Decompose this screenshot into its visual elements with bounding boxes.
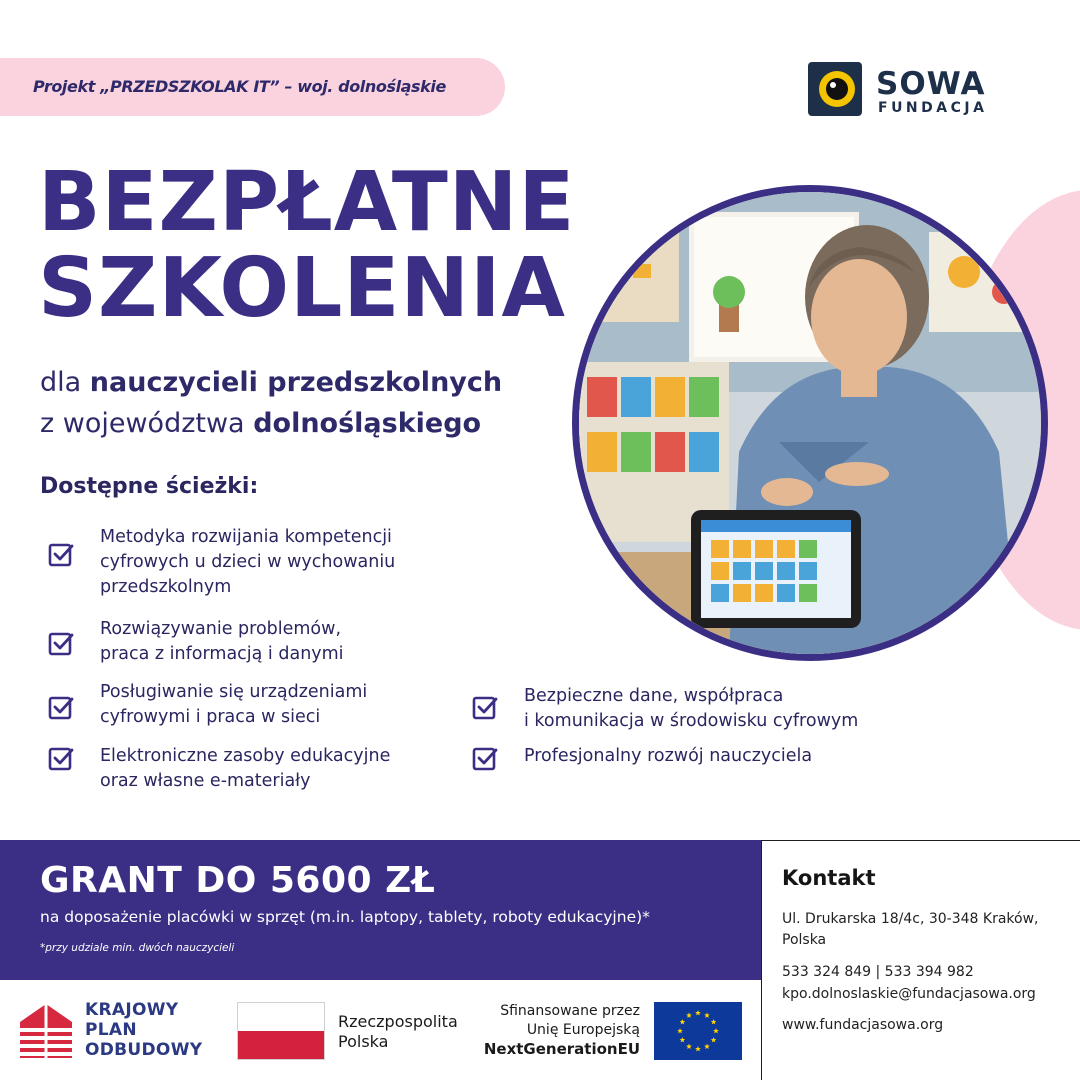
project-banner-text: Projekt „PRZEDSZKOLAK IT” – woj. dolnośląskie [33,77,446,96]
eu-funding-text [468,1002,640,1059]
eu-line: Unię Europejską [526,1022,640,1038]
path-line: cyfrowymi i praca w sieci [100,707,321,727]
logo-name: SOWA [876,66,986,102]
path-line: przedszkolnym [100,577,232,597]
contact-address-line-2: Polska [782,932,827,948]
subline-1-prefix: dla [40,367,90,398]
checkbox-checked-icon [48,631,74,657]
eu-flag-icon [654,1002,742,1060]
subline-2-prefix: z województwa [40,408,254,439]
contact-email-link[interactable]: kpo.dolnoslaskie@fundacjasowa.org [782,986,1036,1002]
contact-phones[interactable]: 533 324 849 | 533 394 982 [782,964,974,980]
path-line: i komunikacja w środowisku cyfrowym [524,711,859,731]
headline-line-2: SZKOLENIA [38,241,566,336]
subline-2-bold: dolnośląskiego [253,408,482,439]
path-text [100,744,390,794]
checkbox-checked-icon [472,695,498,721]
rp-logo-text [338,1012,458,1052]
kpo-line: KRAJOWY [85,1000,179,1020]
grant-footnote: *przy udziale min. dwóch nauczycieli [40,942,235,954]
teacher-photo [572,185,1048,661]
contact-address-line-1: Ul. Drukarska 18/4c, 30-348 Kraków, [782,911,1039,927]
rp-line: Rzeczpospolita [338,1012,458,1031]
path-text [524,744,812,769]
path-line: praca z informacją i danymi [100,644,344,664]
path-text [100,680,367,730]
path-line: oraz własne e-materiały [100,771,311,791]
path-text [100,617,344,667]
contact-box [761,840,1080,1080]
headline-line-1: BEZPŁATNE [38,155,576,250]
teacher-with-tablet-illustration [579,192,1041,654]
checkbox-checked-icon [48,542,74,568]
path-text [524,684,858,734]
kpo-logo-text [85,1000,202,1060]
contact-website-link[interactable]: www.fundacjasowa.org [782,1017,944,1033]
path-line: Metodyka rozwijania kompetencji [100,527,392,547]
grant-title: GRANT DO 5600 ZŁ [40,860,436,901]
polish-flag-icon [237,1002,325,1060]
path-text [100,525,395,600]
eu-line: NextGenerationEU [483,1040,640,1058]
path-line: Rozwiązywanie problemów, [100,619,342,639]
funding-logos [0,980,762,1080]
subline-1-bold: nauczycieli przedszkolnych [89,367,503,398]
checkbox-checked-icon [48,695,74,721]
page-title [38,155,576,336]
kpo-line: PLAN [85,1020,137,1040]
path-line: Profesjonalny rozwój nauczyciela [524,746,813,766]
kpo-line: ODBUDOWY [85,1040,203,1060]
grant-banner [0,840,762,980]
paths-heading: Dostępne ścieżki: [40,474,259,499]
sowa-logo [808,62,988,118]
audience-subtitle [40,362,502,444]
contact-title: Kontakt [782,866,876,890]
kpo-logo-icon [18,1002,74,1060]
eu-line: Sfinansowane przez [500,1003,640,1019]
path-line: Posługiwanie się urządzeniami [100,682,368,702]
path-line: Elektroniczne zasoby edukacyjne [100,746,391,766]
grant-description: na doposażenie placówki w sprzęt (m.in. laptopy, tablety, roboty edukacyjne)* [40,908,650,926]
project-banner [0,58,505,116]
path-line: cyfrowych u dzieci w wychowaniu [100,552,396,572]
checkbox-checked-icon [472,746,498,772]
rp-line: Polska [338,1032,389,1051]
path-line: Bezpieczne dane, współpraca [524,686,784,706]
owl-eye-icon [808,62,862,116]
checkbox-checked-icon [48,746,74,772]
logo-subtitle: FUNDACJA [878,100,988,116]
